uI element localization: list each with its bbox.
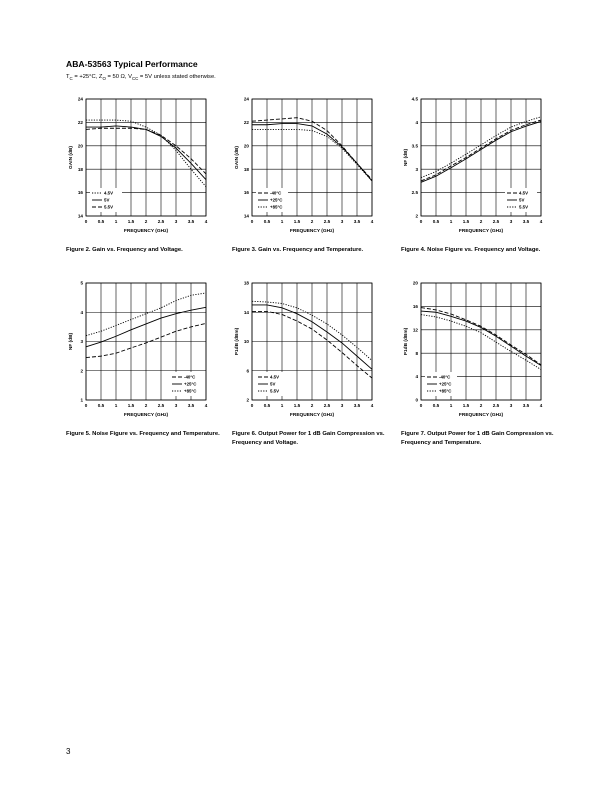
y-tick-label: 24 <box>77 96 83 102</box>
x-tick-label: 0 <box>84 403 88 408</box>
cond-t-sub: C <box>69 76 73 82</box>
x-tick-label: 3.5 <box>187 403 195 408</box>
page-header <box>66 59 216 83</box>
x-tick-label: 0 <box>419 403 423 408</box>
x-tick-label: 1.5 <box>462 403 470 408</box>
y-axis-label: P1dB (dBm) <box>404 327 409 356</box>
legend <box>90 188 122 212</box>
x-tick-label: 3.5 <box>522 403 530 408</box>
chart-fig6 <box>232 278 382 424</box>
x-tick-label: 4 <box>204 219 208 224</box>
figure-6 <box>232 278 402 448</box>
caption-fig2: Figure 2. Gain vs. Frequency and Voltage. <box>66 247 183 253</box>
y-tick-label: 2.5 <box>411 190 418 196</box>
y-tick-label: 12 <box>412 327 418 333</box>
x-tick-label: 2.5 <box>492 403 500 408</box>
y-tick-label: 4.5 <box>411 96 418 102</box>
y-axis-label: P1dB (dBm) <box>235 327 240 356</box>
caption-fig3: Figure 3. Gain vs. Frequency and Temperature. <box>232 247 364 253</box>
x-tick-label: 2.5 <box>492 219 500 224</box>
y-axis-label: NF (dB) <box>404 148 409 167</box>
x-tick-label: 4 <box>539 403 543 408</box>
x-tick-label: 4 <box>204 403 208 408</box>
y-tick-label: 14 <box>77 213 83 219</box>
y-tick-label: 4 <box>415 374 418 380</box>
cond-part3: = 5V unless stated otherwise. <box>138 74 216 80</box>
x-tick-label: 0.5 <box>263 219 271 224</box>
y-tick-label: 22 <box>243 120 249 125</box>
cond-zo-sub: O <box>102 76 106 82</box>
y-tick-label: 3 <box>80 339 83 345</box>
x-tick-label: 0.5 <box>97 219 105 224</box>
legend-label: 5V <box>519 197 525 203</box>
y-axis-label: NF (dB) <box>69 332 74 351</box>
x-tick-label: 4 <box>370 403 374 408</box>
x-tick-label: 3 <box>340 403 344 408</box>
x-tick-label: 4 <box>539 219 543 224</box>
y-tick-label: 4 <box>80 309 83 315</box>
cond-part2: = 50 Ω, V <box>105 74 132 80</box>
y-tick-label: 20 <box>77 143 83 149</box>
x-tick-label: 1.5 <box>462 219 470 224</box>
chart-fig7 <box>401 278 551 424</box>
y-tick-label: 2 <box>415 213 418 219</box>
y-tick-label: 20 <box>412 280 418 286</box>
y-tick-label: 14 <box>243 309 249 315</box>
figure-2 <box>66 94 236 255</box>
legend-label: +85°C <box>439 388 452 394</box>
x-tick-label: 0 <box>250 403 254 408</box>
x-tick-label: 1.5 <box>293 403 301 408</box>
y-tick-label: 5 <box>80 280 83 286</box>
legend-label: +85°C <box>270 204 283 210</box>
legend-label: 5V <box>270 381 276 387</box>
y-tick-label: 18 <box>243 166 249 172</box>
legend-label: -40°C <box>439 374 451 380</box>
x-axis-label: FREQUENCY (GHz) <box>458 413 504 418</box>
cond-t: T <box>66 74 70 80</box>
chart-fig5 <box>66 278 216 424</box>
x-tick-label: 1 <box>449 219 453 224</box>
legend-label: 5.5V <box>270 388 280 394</box>
x-axis-label: FREQUENCY (GHz) <box>123 229 169 234</box>
x-tick-label: 2.5 <box>323 403 331 408</box>
y-tick-label: 20 <box>243 143 249 149</box>
x-tick-label: 2 <box>144 403 148 408</box>
x-tick-label: 1 <box>114 403 118 408</box>
y-tick-label: 3 <box>415 166 418 172</box>
legend-label: -40°C <box>270 190 282 196</box>
x-tick-label: 1 <box>280 403 284 408</box>
x-tick-label: 0.5 <box>432 219 440 224</box>
x-tick-label: 2 <box>310 219 314 224</box>
y-tick-label: 2 <box>80 368 83 374</box>
x-tick-label: 4 <box>370 219 374 224</box>
legend-label: +25°C <box>184 381 197 387</box>
legend-label: 4.5V <box>270 374 280 380</box>
caption-fig5: Figure 5. Noise Figure vs. Frequency and Temperature. <box>66 431 220 437</box>
x-tick-label: 3.5 <box>522 219 530 224</box>
legend-label: 5V <box>104 197 110 203</box>
x-tick-label: 2 <box>479 219 483 224</box>
x-tick-label: 0 <box>250 219 254 224</box>
figure-4 <box>401 94 571 255</box>
y-tick-label: 10 <box>243 339 249 345</box>
x-tick-label: 1.5 <box>127 403 135 408</box>
caption-fig4: Figure 4. Noise Figure vs. Frequency and Voltage. <box>401 247 541 253</box>
x-tick-label: 2 <box>310 403 314 408</box>
x-tick-label: 3.5 <box>353 219 361 224</box>
x-tick-label: 2 <box>479 403 483 408</box>
x-tick-label: 3 <box>340 219 344 224</box>
legend-label: +25°C <box>439 381 452 387</box>
caption-fig6: Figure 6. Output Power for 1 dB Gain Compression vs. Frequency and Voltage. <box>232 431 385 446</box>
x-tick-label: 2.5 <box>323 219 331 224</box>
y-tick-label: 24 <box>243 96 249 102</box>
y-tick-label: 18 <box>77 166 83 172</box>
page-number: 3 <box>66 747 71 756</box>
legend <box>505 188 537 212</box>
x-axis-label: FREQUENCY (GHz) <box>123 413 169 418</box>
x-tick-label: 3.5 <box>187 219 195 224</box>
figure-3 <box>232 94 402 255</box>
cond-part1: = +25°C, Z <box>72 74 103 80</box>
x-tick-label: 0 <box>84 219 88 224</box>
x-tick-label: 3 <box>509 219 513 224</box>
y-tick-label: 1 <box>80 397 83 403</box>
y-tick-label: 16 <box>77 190 83 196</box>
legend-label: 5.5V <box>104 204 114 210</box>
x-tick-label: 2 <box>144 219 148 224</box>
x-tick-label: 3 <box>174 219 178 224</box>
x-tick-label: 3 <box>174 403 178 408</box>
legend <box>256 188 288 212</box>
y-tick-label: 3.5 <box>411 143 418 149</box>
x-tick-label: 0 <box>419 219 423 224</box>
x-axis-label: FREQUENCY (GHz) <box>289 413 335 418</box>
legend-label: 4.5V <box>519 190 529 196</box>
y-tick-label: 6 <box>246 368 249 374</box>
legend <box>425 372 457 396</box>
caption-fig7: Figure 7. Output Power for 1 dB Gain Compression vs. Frequency and Temperature. <box>401 431 554 446</box>
x-tick-label: 1 <box>114 219 118 224</box>
conditions-line <box>66 73 216 83</box>
x-tick-label: 0.5 <box>263 403 271 408</box>
y-tick-label: 4 <box>415 120 418 125</box>
cond-vcc-sub: CC <box>131 76 139 82</box>
x-tick-label: 1.5 <box>293 219 301 224</box>
legend-label: +85°C <box>184 388 197 394</box>
x-tick-label: 0.5 <box>97 403 105 408</box>
section-title: ABA-53563 Typical Performance <box>66 59 198 69</box>
y-tick-label: 18 <box>243 280 249 286</box>
x-tick-label: 1 <box>280 219 284 224</box>
chart-fig4 <box>401 94 551 240</box>
y-tick-label: 14 <box>243 213 249 219</box>
x-tick-label: 3 <box>509 403 513 408</box>
legend <box>170 372 202 396</box>
y-axis-label: GAIN (dB) <box>69 146 74 169</box>
y-tick-label: 2 <box>246 397 249 403</box>
figure-7 <box>401 278 571 448</box>
legend-label: -40°C <box>184 374 196 380</box>
x-tick-label: 0.5 <box>432 403 440 408</box>
x-tick-label: 1.5 <box>127 219 135 224</box>
x-tick-label: 2.5 <box>157 403 165 408</box>
y-tick-label: 16 <box>243 190 249 196</box>
chart-fig3 <box>232 94 382 240</box>
x-axis-label: FREQUENCY (GHz) <box>458 229 504 234</box>
legend-label: +25°C <box>270 197 283 203</box>
y-tick-label: 8 <box>415 350 418 356</box>
figure-5 <box>66 278 236 439</box>
legend <box>256 372 288 396</box>
x-axis-label: FREQUENCY (GHz) <box>289 229 335 234</box>
x-tick-label: 2.5 <box>157 219 165 224</box>
y-tick-label: 0 <box>415 397 418 403</box>
y-axis-label: GAIN (dB) <box>235 146 240 169</box>
y-tick-label: 22 <box>77 120 83 125</box>
x-tick-label: 3.5 <box>353 403 361 408</box>
x-tick-label: 1 <box>449 403 453 408</box>
legend-label: 5.5V <box>519 204 529 210</box>
legend-label: 4.5V <box>104 190 114 196</box>
chart-fig2 <box>66 94 216 240</box>
y-tick-label: 16 <box>412 304 418 309</box>
